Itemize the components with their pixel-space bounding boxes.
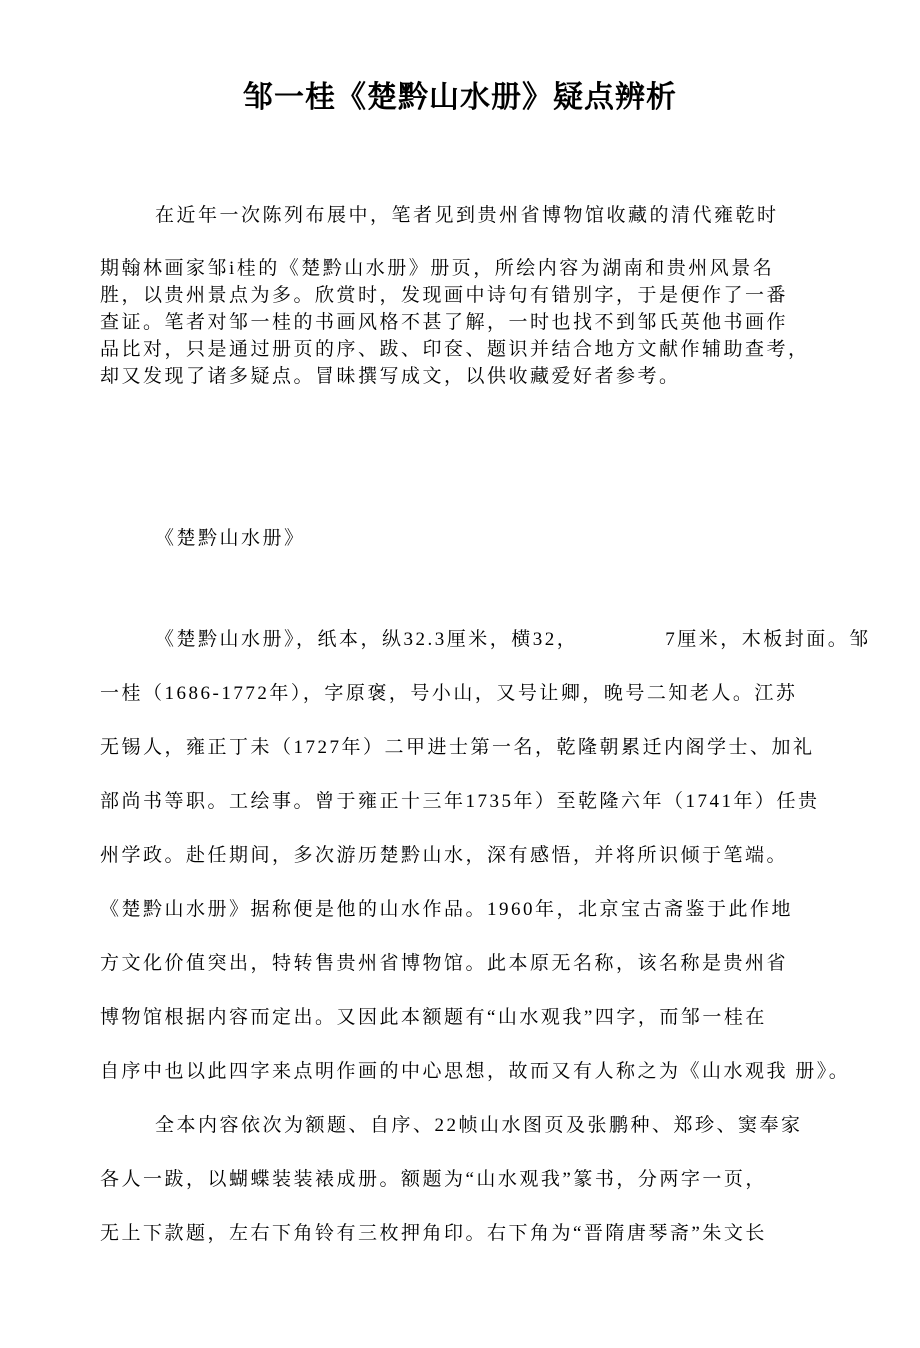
text-line: 查证。笔者对邹一桂的书画风格不甚了解，一时也找不到邹氏英他书画作: [100, 312, 789, 333]
text-line: 在近年一次陈列布展中，笔者见到贵州省博物馆收藏的清代雍乾时: [155, 205, 779, 226]
text-line: 《楚黔山水册》，纸本，纵32.3厘米，横32， 7厘米，木板封面。邹: [155, 629, 871, 650]
section-heading: 《楚黔山水册》: [155, 528, 306, 549]
text-line: 一桂（1686-1772年），字原褒，号小山，又号让卿，晚号二知老人。江苏: [100, 683, 798, 704]
text-line: 《楚黔山水册》据称便是他的山水作品。1960年，北京宝古斋鉴于此作地: [100, 899, 794, 920]
text-line: 各人一跋，以蝴蝶装装裱成册。额题为“山水观我”篆书，分两字一页，: [100, 1169, 767, 1190]
text-line: 全本内容依次为额题、自序、22帧山水图页及张鹏种、郑珍、窦奉家: [155, 1115, 803, 1136]
body-paragraph: [100, 613, 871, 1099]
text-line: 品比对，只是通过册页的序、跋、印奁、题识并结合地方文献作辅助查考，: [100, 339, 810, 360]
text-line: 方文化价值突出，特转售贵州省博物馆。此本原无名称，该名称是贵州省: [100, 953, 789, 974]
text-line: 无锡人，雍正丁未（1727年）二甲进士第一名，乾隆朝累迁内阁学士、加礼: [100, 737, 815, 758]
document-title: 邹一桂《楚黔山水册》疑点辨析: [243, 81, 677, 114]
text-line: 州学政。赴任期间，多次游历楚黔山水，深有感悟，并将所识倾于笔端。: [100, 845, 789, 866]
text-line: 无上下款题，左右下角铃有三枚押角印。右下角为“晋隋唐琴斋”朱文长: [100, 1223, 767, 1244]
text-line: 胜，以贵州景点为多。欣赏时，发现画中诗句有错别字，于是便作了一番: [100, 285, 789, 306]
text-line: 却又发现了诸多疑点。冒昧撰写成文，以供收藏爱好者参考。: [100, 366, 681, 387]
text-line: 期翰林画家邹i桂的《楚黔山水册》册页，所绘内容为湖南和贵州风景名: [100, 258, 775, 279]
text-line: 自序中也以此四字来点明作画的中心思想，故而又有人称之为《山水观我 册》。: [100, 1061, 851, 1082]
intro-paragraph: [100, 202, 820, 390]
text-line: 部尚书等职。工绘事。曾于雍正十三年1735年）至乾隆六年（1741年）任贵: [100, 791, 820, 812]
closing-paragraph: [100, 1099, 820, 1261]
text-line: 博物馆根据内容而定出。又因此本额题有“山水观我”四字，而邹一桂在: [100, 1007, 767, 1028]
